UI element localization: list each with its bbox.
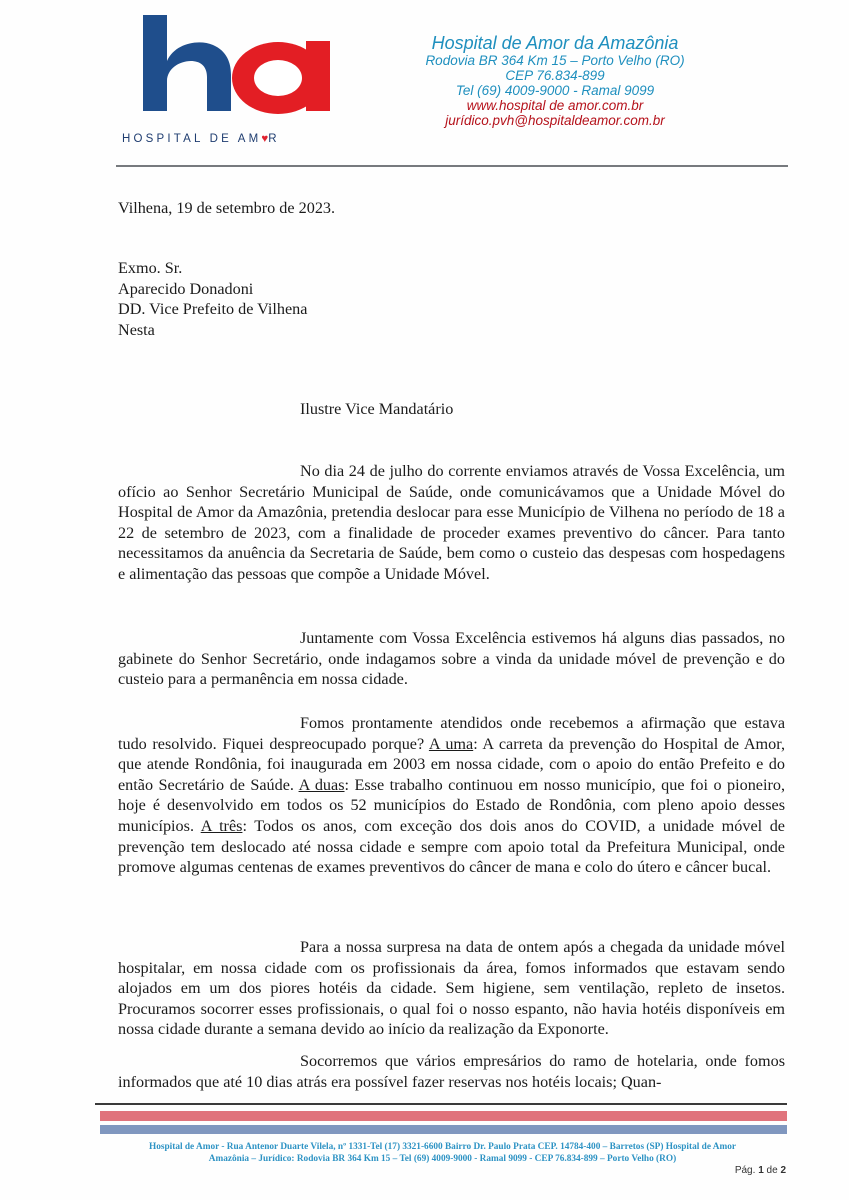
- recipient-block: [118, 258, 307, 340]
- recipient-title: Exmo. Sr.: [118, 259, 183, 277]
- paragraph-5: Socorremos que vários empresários do ramo de hotelaria, onde fomos informados que até 10 dias atrás era possível fazer reservas nos hotéis locais; Quan-: [118, 1052, 785, 1091]
- ha-logo-icon: [143, 15, 358, 115]
- logo-caption: HOSPITAL DE AM♥R: [122, 133, 280, 145]
- footer-address: [95, 1141, 790, 1165]
- heart-icon: ♥: [261, 133, 269, 145]
- paragraph-2: Juntamente com Vossa Excelência estivemos há alguns dias passados, no gabinete do Senhor Secretário, onde indagamos sobre a vinda da unidade móvel de prevenção e do custeio para a permanência em nossa cidade.: [118, 629, 785, 689]
- org-name: Hospital de Amor da Amazônia: [431, 33, 679, 53]
- salutation: Ilustre Vice Mandatário: [300, 400, 454, 418]
- paragraph-1: No dia 24 de julho do corrente enviamos através de Vossa Excelência, um ofício ao Senhor Secretário Municipal de Saúde, onde comunicávamos que a Unidade Móvel do Hospital de Amor da Amazônia, pretendia deslocar para esse Município de Vilhena no período de 18 a 22 de setembro de 2023, com a finalidade de proceder exames preventivo do câncer. Para tanto necessitamos da anuência da Secretaria de Saúde, bem como o custeio das despesas com hospedagens e alimentação das pessoas que compõe a Unidade Móvel.: [118, 462, 785, 583]
- recipient-location: Nesta: [118, 320, 155, 339]
- letterhead-info: [395, 33, 715, 128]
- org-cep: CEP 76.834-899: [505, 68, 605, 83]
- footer-band-blue: [100, 1125, 787, 1134]
- org-website[interactable]: www.hospital de amor.com.br: [466, 98, 644, 113]
- org-address: Rodovia BR 364 Km 15 – Porto Velho (RO): [425, 53, 685, 68]
- recipient-name: Aparecido Donadoni: [118, 279, 254, 298]
- footer-divider: [95, 1103, 787, 1105]
- underlined-term: A uma: [428, 734, 474, 753]
- recipient-position: DD. Vice Prefeito de Vilhena: [118, 300, 308, 318]
- org-phone: Tel (69) 4009-9000 - Ramal 9099: [455, 83, 655, 98]
- footer-line-1: Hospital de Amor - Rua Antenor Duarte Vilela, nº 1331-Tel (17) 3321-6600 Bairro Dr. Paulo Prata CEP. 14784-400 – Barretos (SP) Hospital de Amor: [148, 1142, 737, 1152]
- date-line: Vilhena, 19 de setembro de 2023.: [118, 199, 336, 217]
- page-number: Pág. 1 de 2: [734, 1165, 786, 1176]
- paragraph-3: Fomos prontamente atendidos onde recebemos a afirmação que estava tudo resolvido. Fiquei despreocupado porque? A uma: A carreta da prevenção do Hospital de Amor, que atende Rondônia, foi inaugurada em 2003 em nossa cidade, com o apoio do então Prefeito e do então Secretário de Saúde. A duas: Esse trabalho continuou em nosso município, que foi o pioneiro, hoje é desenvolvido em todos os 52 municípios do Estado de Rondônia, com pleno apoio desses municípios. A três: Todos os anos, com exceção dos dois anos do COVID, a unidade móvel de prevenção tem deslocado até nossa cidade e sempre com apoio total da Prefeitura Municipal, onde promove algumas centenas de exames preventivos do câncer de mana e colo do útero e câncer bucal.: [118, 714, 785, 877]
- underlined-term: A três: [200, 816, 243, 835]
- footer-line-2: Amazônia – Jurídico: Rodovia BR 364 Km 15 – Tel (69) 4009-9000 - Ramal 9099 - CEP 76.834-899 – Porto Velho (RO): [208, 1154, 677, 1164]
- paragraph-4: Para a nossa surpresa na data de ontem após a chegada da unidade móvel hospitalar, em nossa cidade com os profissionais da área, fomos informados que estavam sendo alojados em um dos piores hotéis da cidade. Sem higiene, sem ventilação, repleto de insetos. Procuramos socorrer esses profissionais, o qual foi o nosso espanto, não havia hotéis disponíveis em nossa cidade durante a semana devido ao início da realização da Exponorte.: [118, 938, 785, 1039]
- hospital-logo: [118, 15, 358, 145]
- underlined-term: A duas: [298, 775, 345, 794]
- org-email[interactable]: jurídico.pvh@hospitaldeamor.com.br: [445, 113, 665, 128]
- header-divider: [116, 165, 788, 167]
- footer-band-red: [100, 1111, 787, 1121]
